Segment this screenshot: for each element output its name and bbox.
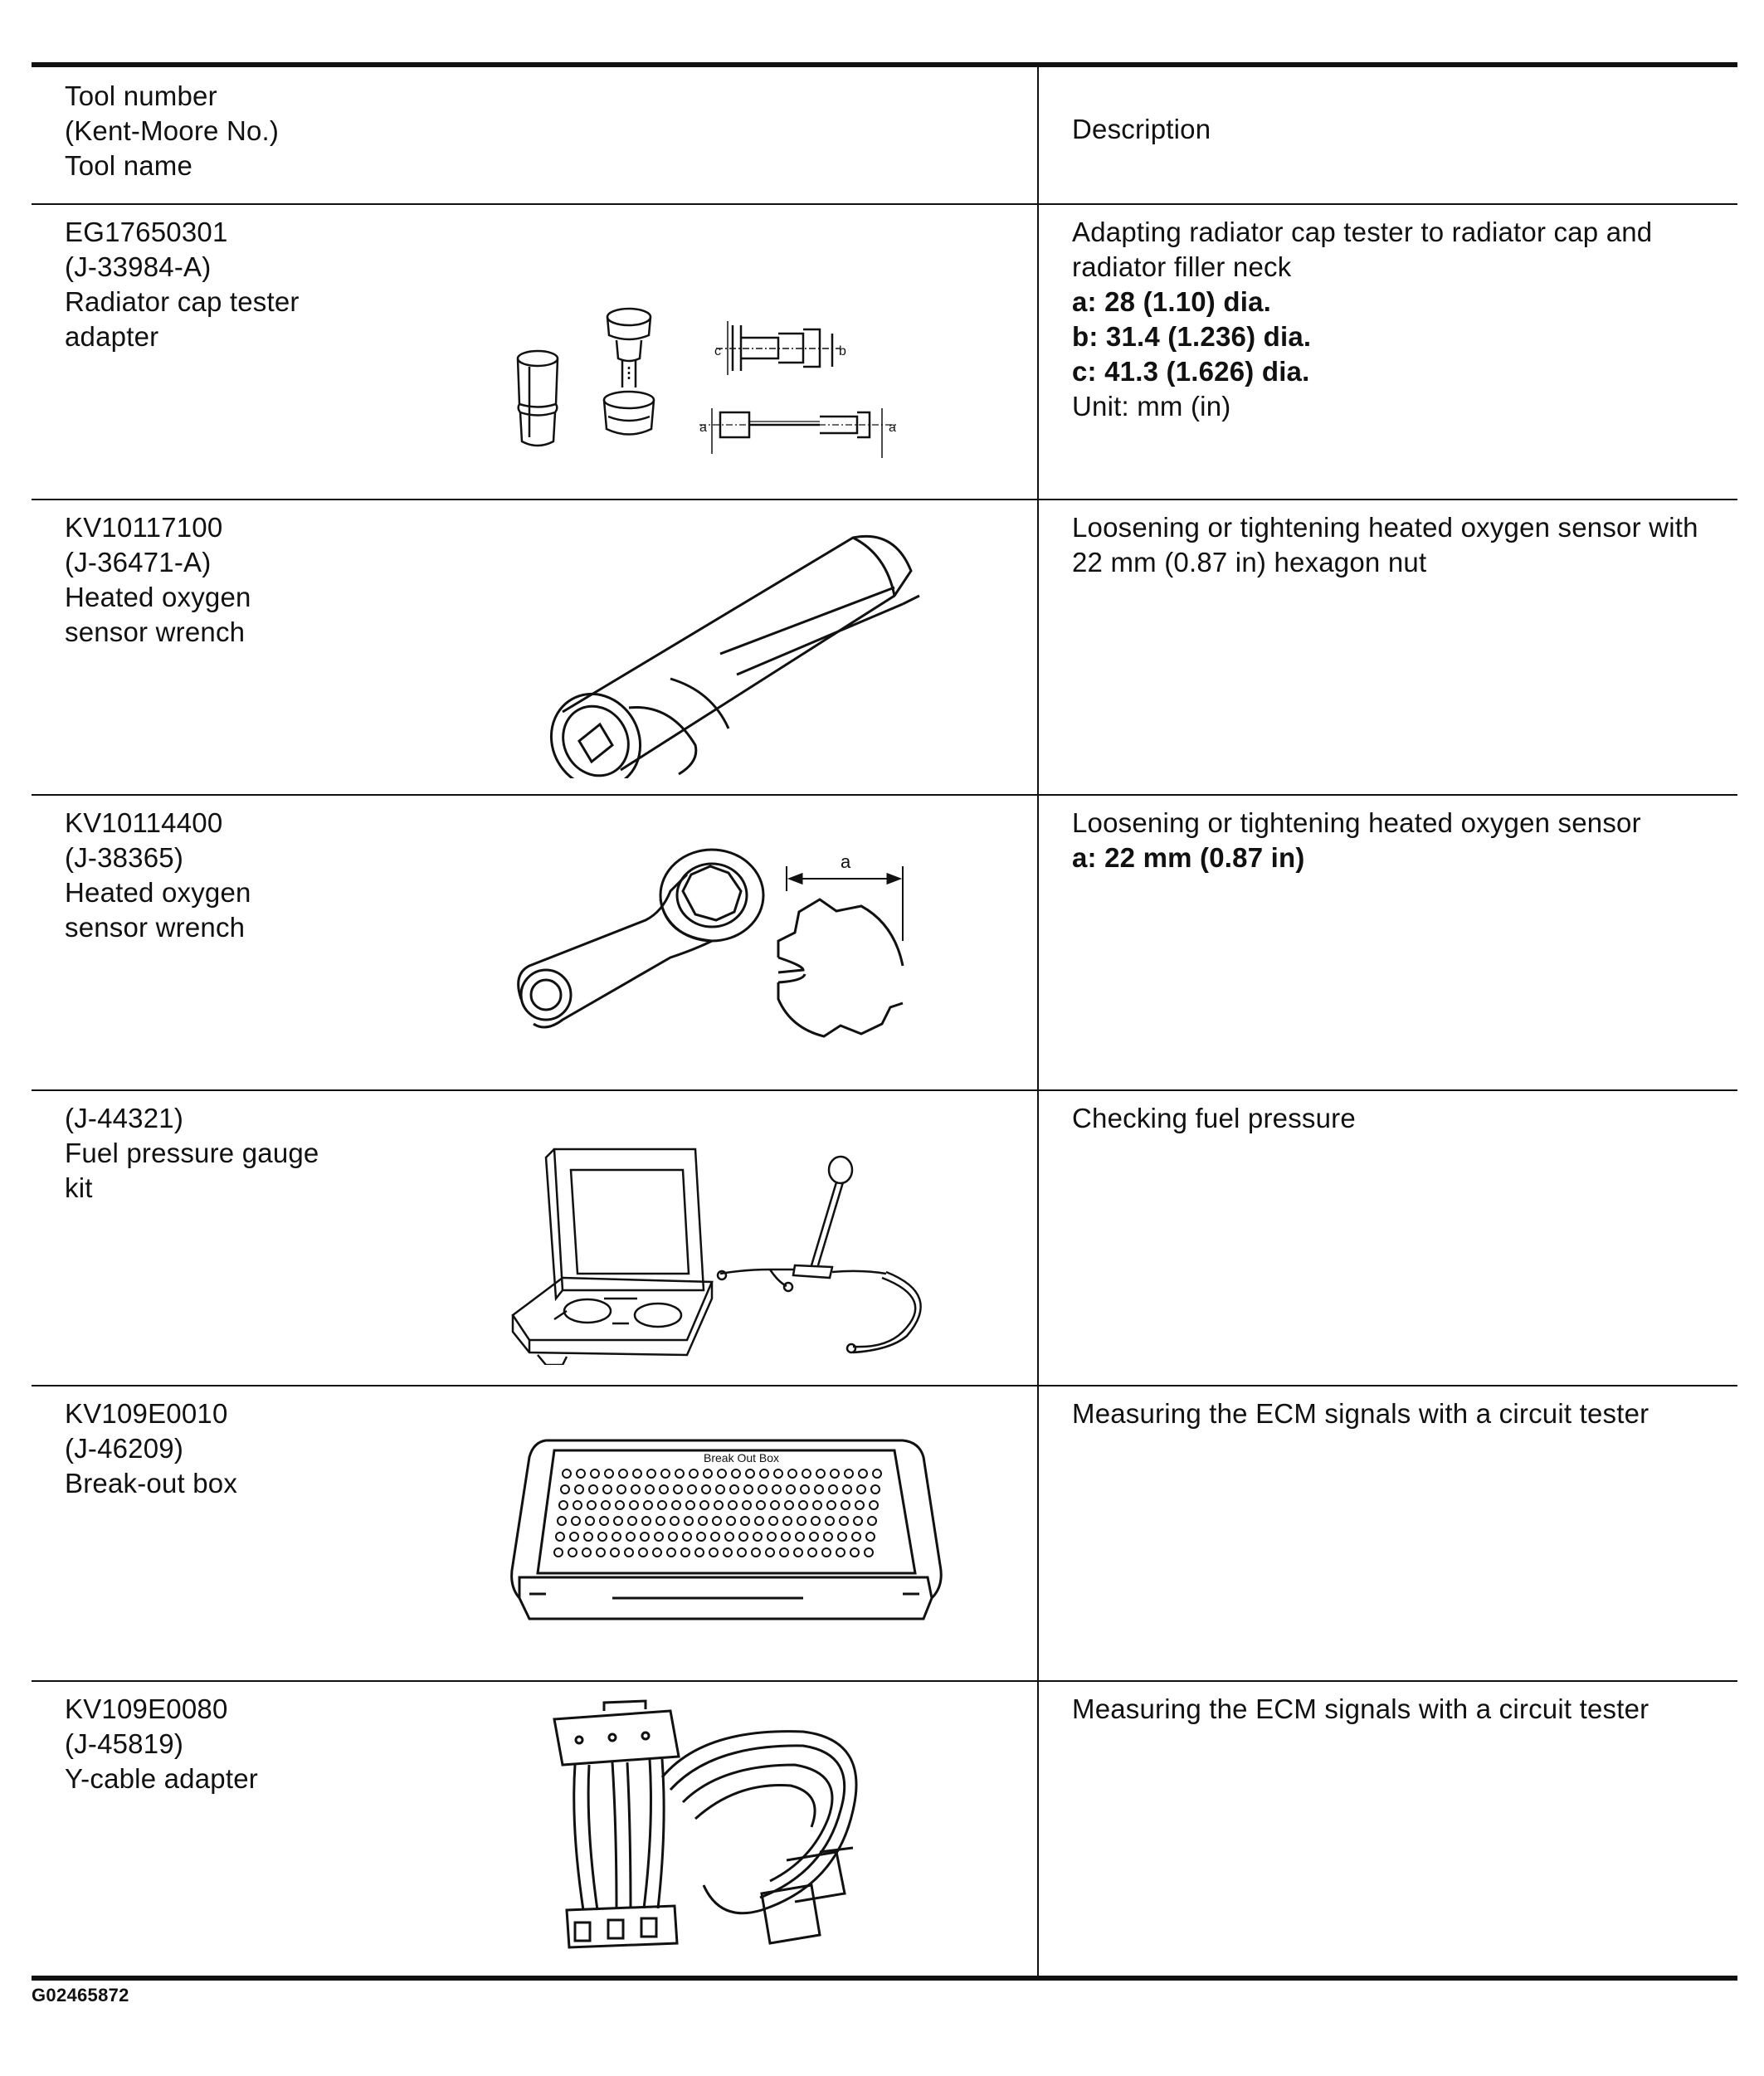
unit-note: Unit: mm (in)	[1072, 391, 1231, 422]
break-out-box-hole	[797, 1517, 806, 1525]
break-out-box-hole	[857, 1485, 865, 1494]
tool-name-line: sensor wrench	[65, 616, 246, 647]
tool-name-block	[65, 1692, 380, 1796]
tool-name-line: Y-cable adapter	[65, 1763, 258, 1794]
description-cell	[1038, 1386, 1737, 1681]
break-out-box-hole	[760, 1469, 768, 1478]
break-out-box-hole	[822, 1548, 831, 1557]
break-out-box-hole	[658, 1501, 666, 1509]
tool-cell	[32, 500, 1038, 795]
tool-number: KV109E0080	[65, 1693, 228, 1724]
break-out-box-hole	[628, 1517, 636, 1525]
dimension-label-a: a	[699, 421, 707, 435]
table-row	[32, 204, 1737, 500]
break-out-box-hole	[780, 1548, 788, 1557]
break-out-box-hole	[570, 1533, 578, 1541]
break-out-box-hole	[796, 1533, 804, 1541]
break-out-box-hole	[653, 1548, 661, 1557]
break-out-box-hole	[850, 1548, 859, 1557]
header-description-column	[1038, 65, 1737, 204]
break-out-box-hole	[704, 1469, 712, 1478]
break-out-box-hole	[661, 1469, 670, 1478]
break-out-box-hole	[852, 1533, 860, 1541]
break-out-box-hole	[868, 1517, 876, 1525]
description-cell	[1038, 1090, 1737, 1386]
break-out-box-hole	[642, 1517, 651, 1525]
break-out-box-hole	[813, 1501, 821, 1509]
tool-name-line: sensor wrench	[65, 912, 246, 943]
break-out-box-hole	[716, 1485, 724, 1494]
break-out-box-hole	[831, 1469, 839, 1478]
kent-moore-number: (J-38365)	[65, 842, 184, 873]
break-out-box-hole	[603, 1485, 612, 1494]
tool-name-line: Heated oxygen	[65, 582, 251, 612]
description-line: Loosening or tightening heated oxygen sensor with	[1072, 512, 1698, 543]
break-out-box-hole	[845, 1469, 853, 1478]
tool-cell	[32, 204, 1038, 500]
break-out-box-hole	[584, 1533, 592, 1541]
description-block	[1039, 1091, 1737, 1136]
break-out-box-icon	[504, 1432, 944, 1623]
break-out-box-hole	[573, 1501, 582, 1509]
break-out-box-hole	[855, 1501, 864, 1509]
tool-name-line: Break-out box	[65, 1468, 238, 1499]
break-out-box-hole	[866, 1533, 875, 1541]
break-out-box-hole	[854, 1517, 862, 1525]
break-out-box-hole	[815, 1485, 823, 1494]
break-out-box-hole	[767, 1533, 776, 1541]
break-out-box-hole	[690, 1469, 698, 1478]
description-line: Loosening or tightening heated oxygen sensor	[1072, 807, 1641, 838]
break-out-box-hole	[816, 1469, 825, 1478]
break-out-box-hole	[755, 1517, 763, 1525]
tool-name-line: adapter	[65, 321, 159, 352]
break-out-box-hole	[589, 1485, 597, 1494]
description-cell	[1038, 795, 1737, 1090]
description-block	[1039, 796, 1737, 875]
dimension-c: c: 41.3 (1.626) dia.	[1072, 356, 1310, 387]
break-out-box-hole	[586, 1517, 594, 1525]
tool-name-block	[65, 215, 380, 354]
break-out-box-hole	[674, 1485, 682, 1494]
break-out-box-hole	[655, 1533, 663, 1541]
break-out-box-hole	[669, 1533, 677, 1541]
break-out-box-hole	[859, 1469, 867, 1478]
break-out-box-hole	[802, 1469, 811, 1478]
break-out-box-hole	[554, 1548, 563, 1557]
break-out-box-hole	[563, 1469, 571, 1478]
fuel-pressure-gauge-kit-icon	[504, 1133, 936, 1365]
break-out-box-hole	[630, 1501, 638, 1509]
break-out-box-hole	[801, 1485, 809, 1494]
break-out-box-hole	[559, 1501, 568, 1509]
break-out-box-hole	[713, 1517, 721, 1525]
header-description: Description	[1072, 114, 1211, 144]
break-out-box-hole	[724, 1548, 732, 1557]
special-tools-table-container	[32, 62, 1737, 1981]
description-cell	[1038, 500, 1737, 795]
break-out-box-hole	[683, 1533, 691, 1541]
break-out-box-hole	[829, 1485, 837, 1494]
break-out-box-hole	[757, 1501, 765, 1509]
break-out-box-hole	[644, 1501, 652, 1509]
break-out-box-hole	[730, 1485, 738, 1494]
kent-moore-number: (J-33984-A)	[65, 251, 212, 282]
break-out-box-hole	[572, 1517, 580, 1525]
tool-name-block	[65, 1101, 380, 1206]
description-block	[1039, 205, 1737, 424]
table-row	[32, 1386, 1737, 1681]
description-cell	[1038, 1681, 1737, 1978]
break-out-box-hole	[625, 1548, 633, 1557]
dimension-a: a: 28 (1.10) dia.	[1072, 286, 1272, 317]
break-out-box-hole	[840, 1517, 848, 1525]
break-out-box-hole	[824, 1533, 832, 1541]
dimension-label-c: c	[714, 344, 721, 358]
description-line: Adapting radiator cap tester to radiator cap and	[1072, 217, 1653, 247]
oxygen-sensor-ring-wrench-icon	[504, 841, 936, 1040]
break-out-box-hole	[873, 1469, 881, 1478]
break-out-box-hole	[641, 1533, 649, 1541]
break-out-box-hole	[699, 1517, 707, 1525]
break-out-box-hole	[597, 1548, 605, 1557]
dimension-label-b: b	[839, 344, 846, 358]
figure-id: G02465872	[32, 1985, 129, 2005]
break-out-box-hole	[811, 1517, 820, 1525]
break-out-box-hole	[729, 1501, 737, 1509]
break-out-box-hole	[602, 1501, 610, 1509]
dimension-label-a: a	[841, 851, 851, 872]
break-out-box-hole	[686, 1501, 694, 1509]
break-out-box-hole	[808, 1548, 816, 1557]
tool-cell	[32, 1386, 1038, 1681]
description-block	[1039, 1386, 1737, 1431]
break-out-box-hole	[558, 1517, 566, 1525]
table-header-row	[32, 65, 1737, 204]
break-out-box-hole	[714, 1501, 723, 1509]
break-out-box-hole	[739, 1533, 748, 1541]
description-block	[1039, 1682, 1737, 1727]
tool-name-line: Radiator cap tester	[65, 286, 300, 317]
table-row	[32, 500, 1737, 795]
break-out-box-hole	[575, 1485, 583, 1494]
break-out-box-hole	[741, 1517, 749, 1525]
description-line: radiator filler neck	[1072, 251, 1292, 282]
break-out-box-hole	[688, 1485, 696, 1494]
break-out-box-hole	[605, 1469, 613, 1478]
break-out-box-hole	[871, 1485, 880, 1494]
break-out-box-hole	[727, 1517, 735, 1525]
break-out-box-hole	[612, 1533, 621, 1541]
tool-cell	[32, 1090, 1038, 1386]
break-out-box-hole	[753, 1533, 762, 1541]
special-tools-table	[32, 62, 1737, 1981]
tool-name-block	[65, 806, 380, 945]
oxygen-sensor-socket-wrench-icon	[529, 521, 961, 778]
break-out-box-hole	[782, 1533, 790, 1541]
header-tool-column	[32, 65, 1038, 204]
break-out-box-hole	[738, 1548, 746, 1557]
tool-cell	[32, 795, 1038, 1090]
break-out-box-hole	[711, 1533, 719, 1541]
header-kent-moore-number: (Kent-Moore No.)	[65, 115, 280, 146]
break-out-box-hole	[681, 1548, 690, 1557]
break-out-box-hole	[626, 1533, 635, 1541]
break-out-box-hole	[838, 1533, 846, 1541]
description-block	[1039, 500, 1737, 580]
tool-name-block	[65, 1396, 380, 1501]
break-out-box-hole	[631, 1485, 640, 1494]
break-out-box-hole	[826, 1517, 834, 1525]
break-out-box-hole	[794, 1548, 802, 1557]
description-line: Checking fuel pressure	[1072, 1103, 1356, 1133]
break-out-box-hole	[766, 1548, 774, 1557]
tool-name-line: Fuel pressure gauge	[65, 1138, 319, 1168]
break-out-box-hole	[783, 1517, 792, 1525]
break-out-box-hole	[611, 1548, 619, 1557]
break-out-box-hole	[617, 1485, 626, 1494]
table-row	[32, 795, 1737, 1090]
break-out-box-hole	[619, 1469, 627, 1478]
break-out-box-hole	[647, 1469, 655, 1478]
break-out-box-hole	[827, 1501, 836, 1509]
table-row	[32, 1090, 1737, 1386]
break-out-box-hole	[568, 1548, 577, 1557]
kent-moore-number: (J-45819)	[65, 1728, 184, 1759]
break-out-box-hole	[614, 1517, 622, 1525]
break-out-box-hole	[788, 1469, 797, 1478]
break-out-box-hole	[744, 1485, 753, 1494]
break-out-box-hole	[743, 1501, 751, 1509]
break-out-box-hole	[675, 1469, 684, 1478]
break-out-box-hole	[700, 1501, 709, 1509]
break-out-box-hole	[577, 1469, 585, 1478]
break-out-box-hole	[685, 1517, 693, 1525]
break-out-box-hole	[660, 1485, 668, 1494]
break-out-box-label: Break Out Box	[704, 1451, 780, 1464]
break-out-box-hole	[600, 1517, 608, 1525]
kent-moore-number: (J-44321)	[65, 1103, 184, 1133]
dimension-b: b: 31.4 (1.236) dia.	[1072, 321, 1312, 352]
description-cell	[1038, 204, 1737, 500]
break-out-box-hole	[695, 1548, 704, 1557]
break-out-box-hole	[670, 1517, 679, 1525]
break-out-box-hole	[587, 1501, 596, 1509]
break-out-box-hole	[752, 1548, 760, 1557]
dimension-label-a-right: a	[889, 421, 896, 435]
tool-cell	[32, 1681, 1038, 1978]
break-out-box-hole	[865, 1548, 873, 1557]
break-out-box-hole	[616, 1501, 624, 1509]
break-out-box-hole	[561, 1485, 569, 1494]
kent-moore-number: (J-36471-A)	[65, 547, 212, 577]
break-out-box-hole	[672, 1501, 680, 1509]
break-out-box-hole	[667, 1548, 675, 1557]
header-tool-number: Tool number	[65, 80, 217, 111]
break-out-box-hole	[771, 1501, 779, 1509]
break-out-box-hole	[591, 1469, 599, 1478]
break-out-box-hole	[774, 1469, 782, 1478]
break-out-box-hole	[639, 1548, 647, 1557]
break-out-box-hole	[769, 1517, 777, 1525]
dimension-a: a: 22 mm (0.87 in)	[1072, 842, 1305, 873]
break-out-box-hole	[633, 1469, 641, 1478]
table-row	[32, 1681, 1737, 1978]
break-out-box-hole	[810, 1533, 818, 1541]
break-out-box-hole	[725, 1533, 733, 1541]
radiator-cap-tester-adapter-icon	[492, 284, 957, 475]
description-line: Measuring the ECM signals with a circuit tester	[1072, 1398, 1649, 1429]
header-tool-name: Tool name	[65, 150, 193, 181]
tool-name-line: kit	[65, 1172, 93, 1203]
break-out-box-hole	[799, 1501, 807, 1509]
description-line: 22 mm (0.87 in) hexagon nut	[1072, 547, 1427, 577]
tool-number: KV10114400	[65, 807, 223, 838]
break-out-box-hole	[772, 1485, 781, 1494]
y-cable-adapter-icon	[538, 1694, 936, 1968]
break-out-box-hole	[746, 1469, 754, 1478]
break-out-box-hole	[582, 1548, 591, 1557]
break-out-box-hole	[758, 1485, 767, 1494]
description-line: Measuring the ECM signals with a circuit tester	[1072, 1693, 1649, 1724]
break-out-box-hole	[556, 1533, 564, 1541]
break-out-box-hole	[709, 1548, 718, 1557]
tool-number: KV109E0010	[65, 1398, 228, 1429]
tool-name-block	[65, 510, 380, 650]
tool-number: KV10117100	[65, 512, 223, 543]
break-out-box-hole	[787, 1485, 795, 1494]
break-out-box-hole	[785, 1501, 793, 1509]
tool-number: EG17650301	[65, 217, 228, 247]
break-out-box-hole	[702, 1485, 710, 1494]
kent-moore-number: (J-46209)	[65, 1433, 184, 1464]
break-out-box-hole	[870, 1501, 878, 1509]
break-out-box-hole	[656, 1517, 665, 1525]
break-out-box-hole	[718, 1469, 726, 1478]
break-out-box-hole	[732, 1469, 740, 1478]
break-out-box-hole	[836, 1548, 845, 1557]
break-out-box-hole	[697, 1533, 705, 1541]
break-out-box-hole	[843, 1485, 851, 1494]
tool-name-line: Heated oxygen	[65, 877, 251, 908]
break-out-box-hole	[646, 1485, 654, 1494]
break-out-box-hole	[841, 1501, 850, 1509]
break-out-box-hole	[598, 1533, 607, 1541]
